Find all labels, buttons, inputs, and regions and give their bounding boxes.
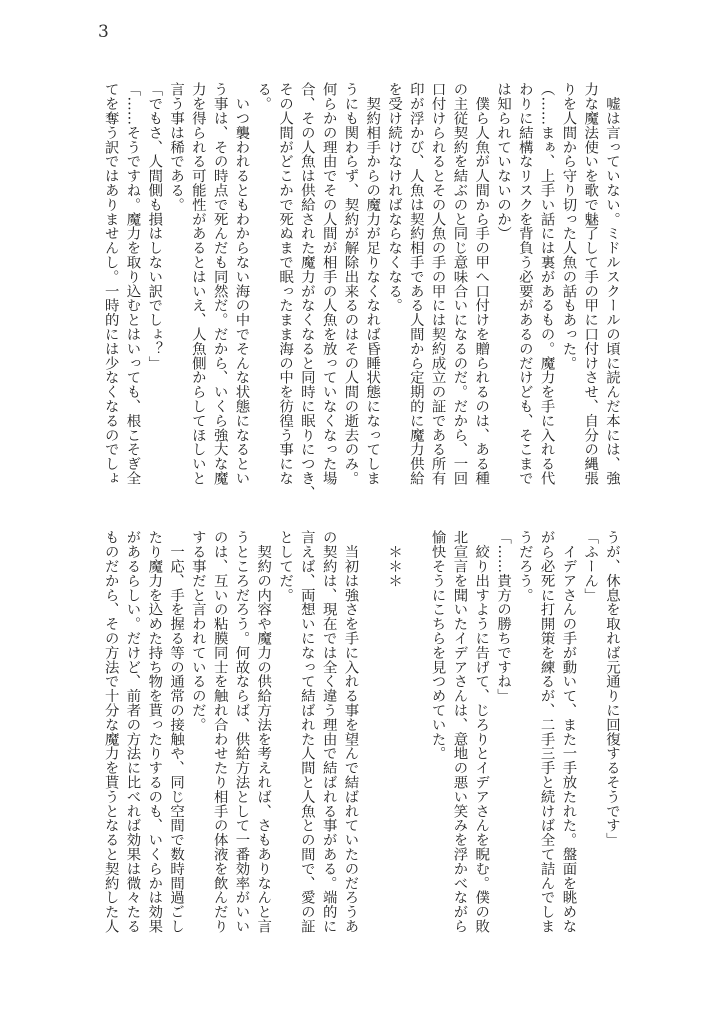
text-column: 「でもさ、人間側も損はしない訳でしょ？」 xyxy=(146,82,163,370)
text-column: イデアさんの手が動いて、また一手放たれた。盤面を眺めな xyxy=(560,530,577,934)
text-column: の主従契約を結ぶのと同じ意味合いになるのだ。だから、一回 xyxy=(451,82,468,486)
text-column: 契約の内容や魔力の供給方法を考えれば、さもありなんと言 xyxy=(255,530,272,934)
text-column: 言う事は稀である。 xyxy=(168,82,185,212)
text-column: 北宣言を聞いたイデアさんは、意地の悪い笑みを浮かべながら xyxy=(451,530,468,934)
text-column: がら必死に打開策を練るが、二手三手と続けば全て詰んでしま xyxy=(538,530,555,934)
text-column: 「……貴方の勝ちですね」 xyxy=(495,530,512,703)
text-column: うが、休息を取れば元通りに回復するそうです」 xyxy=(604,530,620,847)
text-block-top xyxy=(98,82,622,502)
text-column: 当初は強さを手に入れる事を望んで結ばれていたのだろうあ xyxy=(342,530,359,934)
text-column: があるらしい。だけど、前者の方法に比べれば効果は微々たる xyxy=(124,530,141,934)
text-column: 何らかの理由でその人間が相手の人魚を放っていなくなった場 xyxy=(320,82,337,486)
text-column: 絞り出すように告げて、じろりとイデアさんを睨む。僕の敗 xyxy=(473,530,490,934)
text-column: 嘘は言っていない。ミドルスクールの頃に読んだ本には、強 xyxy=(604,82,620,486)
text-column: 「……そうですね。魔力を取り込むとはいっても、根こそぎ全 xyxy=(124,82,141,486)
text-column xyxy=(360,530,382,950)
text-column: その人間がどこかで死ぬまで眠ったまま海の中を彷徨う事にな xyxy=(277,82,294,486)
text-column: 僕ら人魚が人間から手の甲へ口付けを贈られるのは、ある種 xyxy=(473,82,490,486)
text-column: いつ襲われるともわからない海の中でそんな状態になるとい xyxy=(233,82,250,486)
text-column: わりに結構なリスクを背負う必要があるのだけども、そこまで xyxy=(516,82,533,486)
text-column: たり魔力を込めた持ち物を貰ったりするのも、いくらかは効果 xyxy=(146,530,163,934)
text-column: 一応、手を握る等の通常の接触や、同じ空間で数時間過ごし xyxy=(168,530,185,934)
text-column: うところだろう。何故ならば、供給方法として一番効率がいい xyxy=(233,530,250,934)
text-column: 契約相手からの魔力が足りなくなれば昏睡状態になってしま xyxy=(364,82,381,486)
section-break: ＊＊＊ xyxy=(386,530,403,588)
text-column: ものだから、その方法で十分な魔力を貰うとなると契約した人 xyxy=(102,530,119,934)
text-column: （……まぁ、上手い話には裏があるもの。魔力を手に入れる代 xyxy=(538,82,555,486)
text-column xyxy=(404,530,426,950)
text-column: 口付けられるとその人魚の手の甲には契約成立の証である所有 xyxy=(429,82,446,486)
text-column: のは、互いの粘膜同士を触れ合わせたり相手の体液を飲んだり xyxy=(211,530,228,934)
text-column: 愉快そうにこちらを見つめていた。 xyxy=(429,530,446,761)
text-column: うにも関わらず、契約が解除出来るのはその人間の逝去のみ。 xyxy=(342,82,359,486)
text-column: を受け続けなければならなくなる。 xyxy=(386,82,403,313)
text-column: の契約は、現在では全く違う理由で結ばれる事がある。端的に xyxy=(320,530,337,934)
text-column: は知られていないのか） xyxy=(495,82,512,241)
text-column: 力を得られる可能性があるとはいえ、人魚側からしてほしいと xyxy=(189,82,206,486)
text-column: する事だと言われているのだ。 xyxy=(189,530,206,732)
text-block-bottom xyxy=(98,530,622,950)
text-column: 合、その人魚は供給された魔力がなくなると同時に眠りにつき、 xyxy=(298,82,315,500)
text-column: 「ふーん」 xyxy=(582,530,599,602)
text-column: てを奪う訳ではありませんし。一時的には少なくなるのでしょ xyxy=(102,82,119,486)
text-column: う事は、その時点で死んだも同然だ。だから、いくら強大な魔 xyxy=(211,82,228,486)
text-column: としてだ。 xyxy=(277,530,294,602)
text-column: 印が浮かび、人魚は契約相手である人間から定期的に魔力供給 xyxy=(407,82,424,486)
text-column: うだろう。 xyxy=(516,530,533,602)
text-column: 言えば、両想いになって結ばれた人間と人魚との間で、愛の証 xyxy=(298,530,315,934)
text-column: りを人間から守り切った人魚の話もあった。 xyxy=(560,82,577,370)
text-column: る。 xyxy=(255,82,272,111)
page-number: 3 xyxy=(98,22,109,42)
text-column: 力な魔法使いを歌で魅了して手の甲に口付けさせ、自分の縄張 xyxy=(582,82,599,486)
